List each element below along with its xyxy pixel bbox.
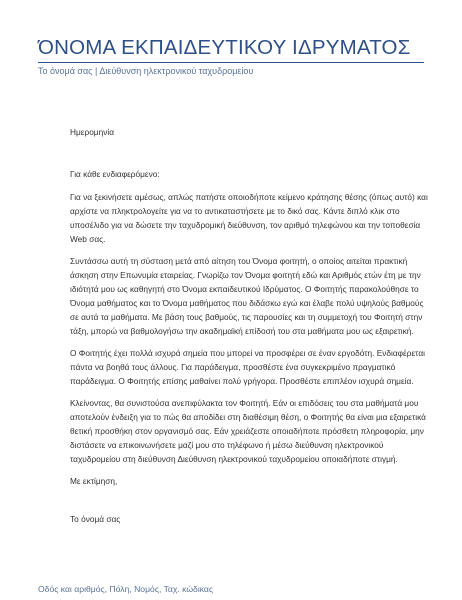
letter-closing[interactable]: Με εκτίμηση, (70, 476, 118, 486)
title-divider (38, 62, 424, 63)
letter-greeting[interactable]: Για κάθε ενδιαφερόμενο: (70, 169, 160, 179)
letter-paragraph-recommendation[interactable]: Συντάσσω αυτή τη σύσταση μετά από αίτηση του Όνομα φοιτητή, ο οποίος αιτείται πρακτική άσκηση στην Επωνυμία εταιρείας. Γνωρίζω τον Όνομα φοιτητή εδώ και Αριθμός ετών έτη με την ιδιότητά μου ως καθηγητή στο Όνομα εκπαιδευτικού Ιδρύματος. Ο Φοιτητής παρακολούθησε το Όνομα μαθήματος και το Όνομα μαθήματος που διδάσκω εγώ και έλαβε πολύ υψηλούς βαθμούς σε αυτά τα μαθήματα. Με βάση τους βαθμούς, τις παρουσίες και τη συμμετοχή του Φοιτητή στην τάξη, μπορώ να βαθμολογήσω την ακαδημαϊκή επίδοσή του στα μαθήματα μου ως εξαιρετική. (70, 256, 424, 336)
letter-paragraph-conclusion[interactable]: Κλείνοντας, θα συνιστούσα ανεπιφύλακτα τον Φοιτητή. Εάν οι επιδόσεις του στα μαθήματά μου αποτελούν ένδειξη για το πώς θα αποδίδει στη διαθέσιμη θέση, ο Φοιτητής θα είναι μια εξαιρετικά θετική προσθήκη στον οργανισμό σας. Εάν χρειάζεστε οποιαδήποτε πρόσθετη πληροφορία, μην διστάσετε να επικοινωνήσετε μαζί μου στο τηλέφωνο ή μέσω διεύθυνση ηλεκτρονικού ταχυδρομείου στη διεύθυνση Διεύθυνση ηλεκτρονικού ταχυδρομείου οποιαδήποτε στιγμή. (70, 398, 426, 464)
letter-body (70, 125, 434, 534)
letter-signature[interactable]: Το όνομά σας (70, 514, 121, 524)
sender-contact-line[interactable]: Το όνομά σας | Διεύθυνση ηλεκτρονικού ταχυδρομείου (38, 66, 254, 76)
letter-paragraph-strengths[interactable]: Ο Φοιτητής έχει πολλά ισχυρά σημεία που μπορεί να προσφέρει σε έναν εργοδότη. Ενδιαφέρεται πάντα να βοηθά τους άλλους. Για παράδειγμα, προσθέστε ένα συγκεκριμένο πραγματικό παράδειγμα. Ο Φοιτητής επίσης μαθαίνει πολύ γρήγορα. Προσθέστε επιπλέον ισχυρά σημεία. (70, 348, 425, 386)
footer-address[interactable]: Οδός και αριθμός, Πόλη, Νομός, Ταχ. κώδικας (38, 584, 214, 594)
letter-date[interactable]: Ημερομηνία (70, 127, 114, 137)
letter-paragraph-intro[interactable]: Για να ξεκινήσετε αμέσως, απλώς πατήστε οποιοδήποτε κείμενο κράτησης θέσης (όπως αυτό) και αρχίστε να πληκτρολογείτε για να το αντικαταστήσετε με το δικό σας. Κάντε διπλό κλικ στο υποσέλιδο για να δώσετε την ταχυδρομική διεύθυνση, τον αριθμό τηλεφώνου και την τοποθεσία Web σας. (70, 192, 428, 244)
institution-title[interactable]: ΌΝΟΜΑ ΕΚΠΑΙΔΕΥΤΙΚΟΥ ΙΔΡΥΜΑΤΟΣ (38, 36, 411, 59)
